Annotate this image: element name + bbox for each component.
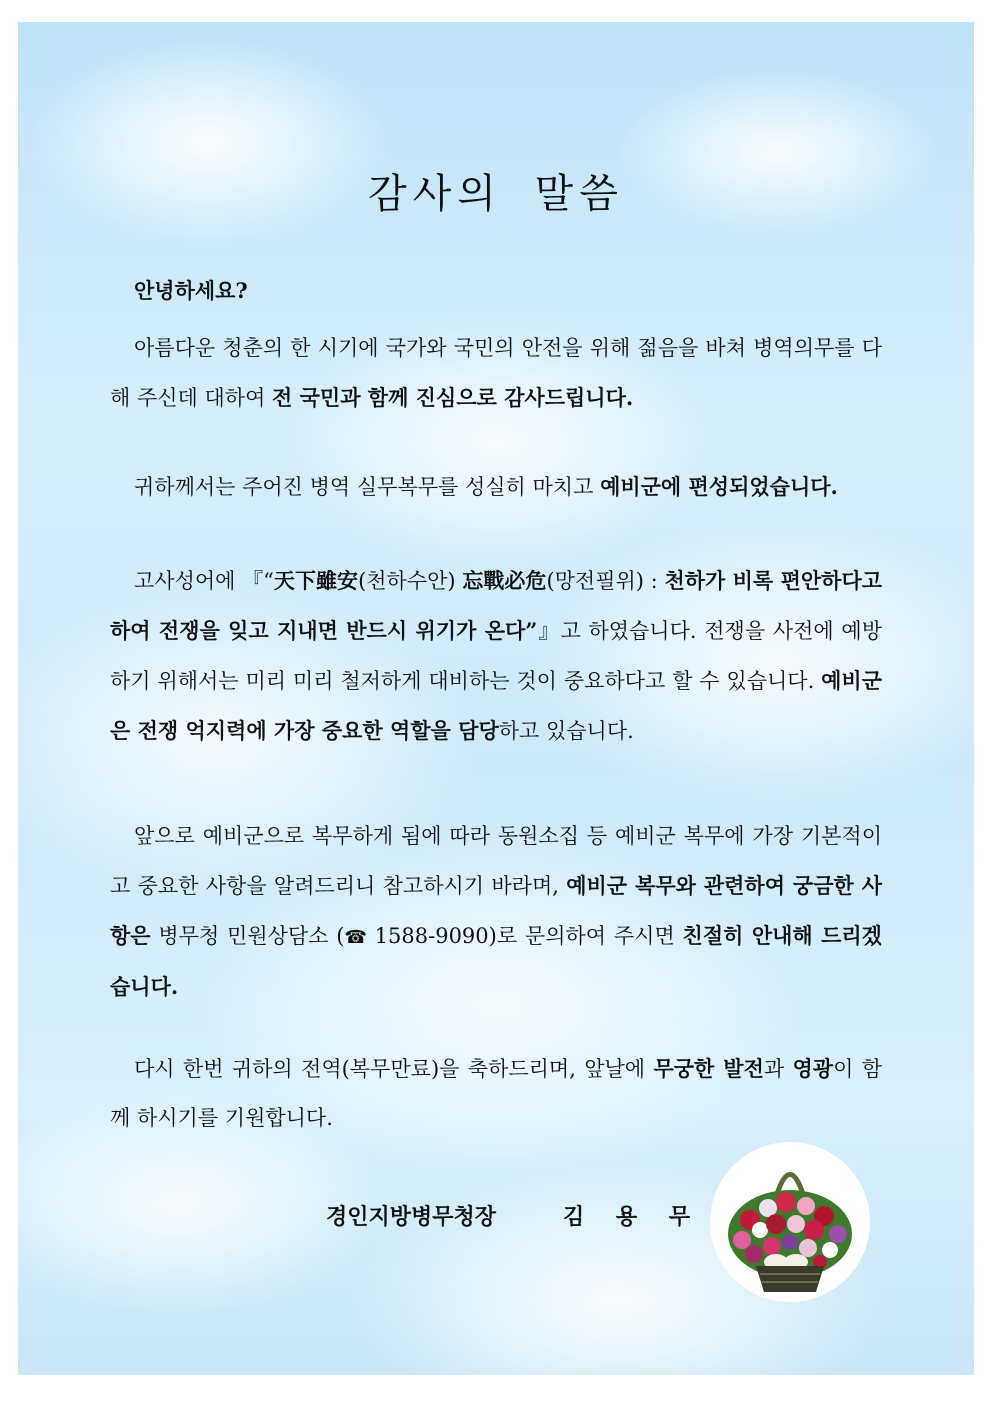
text-span: 고사성어에 『“: [134, 569, 274, 593]
bold-span: 친절히 안내해 드리겠습니다.: [110, 923, 882, 999]
bold-span: 천하가 비록 편안하다고 하여 전쟁을 잊고 지내면 반드시 위기가 온다”: [110, 568, 883, 643]
text-span: 이 함께 하시기를 기원합니다.: [110, 1057, 882, 1130]
letter-page: [18, 22, 974, 1375]
text-span: (천하수안): [358, 569, 463, 593]
text-span: )로 문의하여 주시면: [488, 924, 683, 948]
bold-span: 무궁한 발전: [653, 1056, 764, 1081]
signature-name: 김 용 무: [563, 1204, 703, 1230]
flower-basket-icon: [710, 1142, 870, 1302]
bold-span: 忘戰必危: [462, 568, 547, 593]
text-span: 앞으로 예비군으로 복무하게 됨에 따라 동원소집 등 예비군 복무에 가장 기본적이고 중요한 사항을 알려드리니 참고하시기 바라며,: [110, 824, 882, 898]
bold-span: 예비군에 편성되었습니다.: [600, 474, 838, 499]
paragraph-proverb: [110, 556, 882, 756]
phone-icon: ☎: [344, 927, 367, 948]
page-title: 감사의 말씀: [368, 171, 624, 217]
text-span: 다시 한번 귀하의 전역(복무만료)을 축하드리며, 앞날에: [134, 1057, 654, 1081]
text-span: 병무청 민원상담소 (: [150, 924, 345, 948]
text-span: 과: [763, 1057, 793, 1081]
text-span: 』고 하였습니다. 전쟁을 사전에 예방하기 위해서는 미리 미리 철저하게 대비하는 것이 중요하다고 할 수 있습니다.: [110, 619, 882, 693]
bold-span: 예비군은 전쟁 억지력에 가장 중요한 역할을 담당: [110, 668, 882, 743]
paragraph-closing: [110, 1044, 882, 1143]
text-span: 하고 있습니다.: [498, 719, 634, 743]
paragraph-reserve: [110, 462, 882, 512]
bold-span: 天下雖安: [273, 568, 359, 593]
text-span: 아름다운 청춘의 한 시기에 국가와 국민의 안전을 위해 젊음을 바쳐 병역의무를 다해 주신데 대하여: [110, 336, 882, 410]
phone-number: 1588-9090: [366, 924, 489, 948]
paragraph-thanks: [110, 324, 882, 423]
paragraph-guidance: [110, 812, 882, 1012]
bold-span: 영광: [792, 1056, 834, 1081]
signature-office: 경인지방병무청장: [326, 1204, 497, 1230]
flower-basket-image: [710, 1142, 870, 1302]
text-span: (망전필위) :: [546, 569, 665, 593]
bold-span: 예비군 복무와 관련하여 궁금한 사항은: [110, 873, 883, 948]
greeting: 안녕하세요?: [134, 278, 248, 303]
bold-span: 전 국민과 함께 진심으로 감사드립니다.: [272, 385, 634, 410]
text-span: 귀하께서는 주어진 병역 실무복무를 성실히 마치고: [134, 475, 601, 499]
